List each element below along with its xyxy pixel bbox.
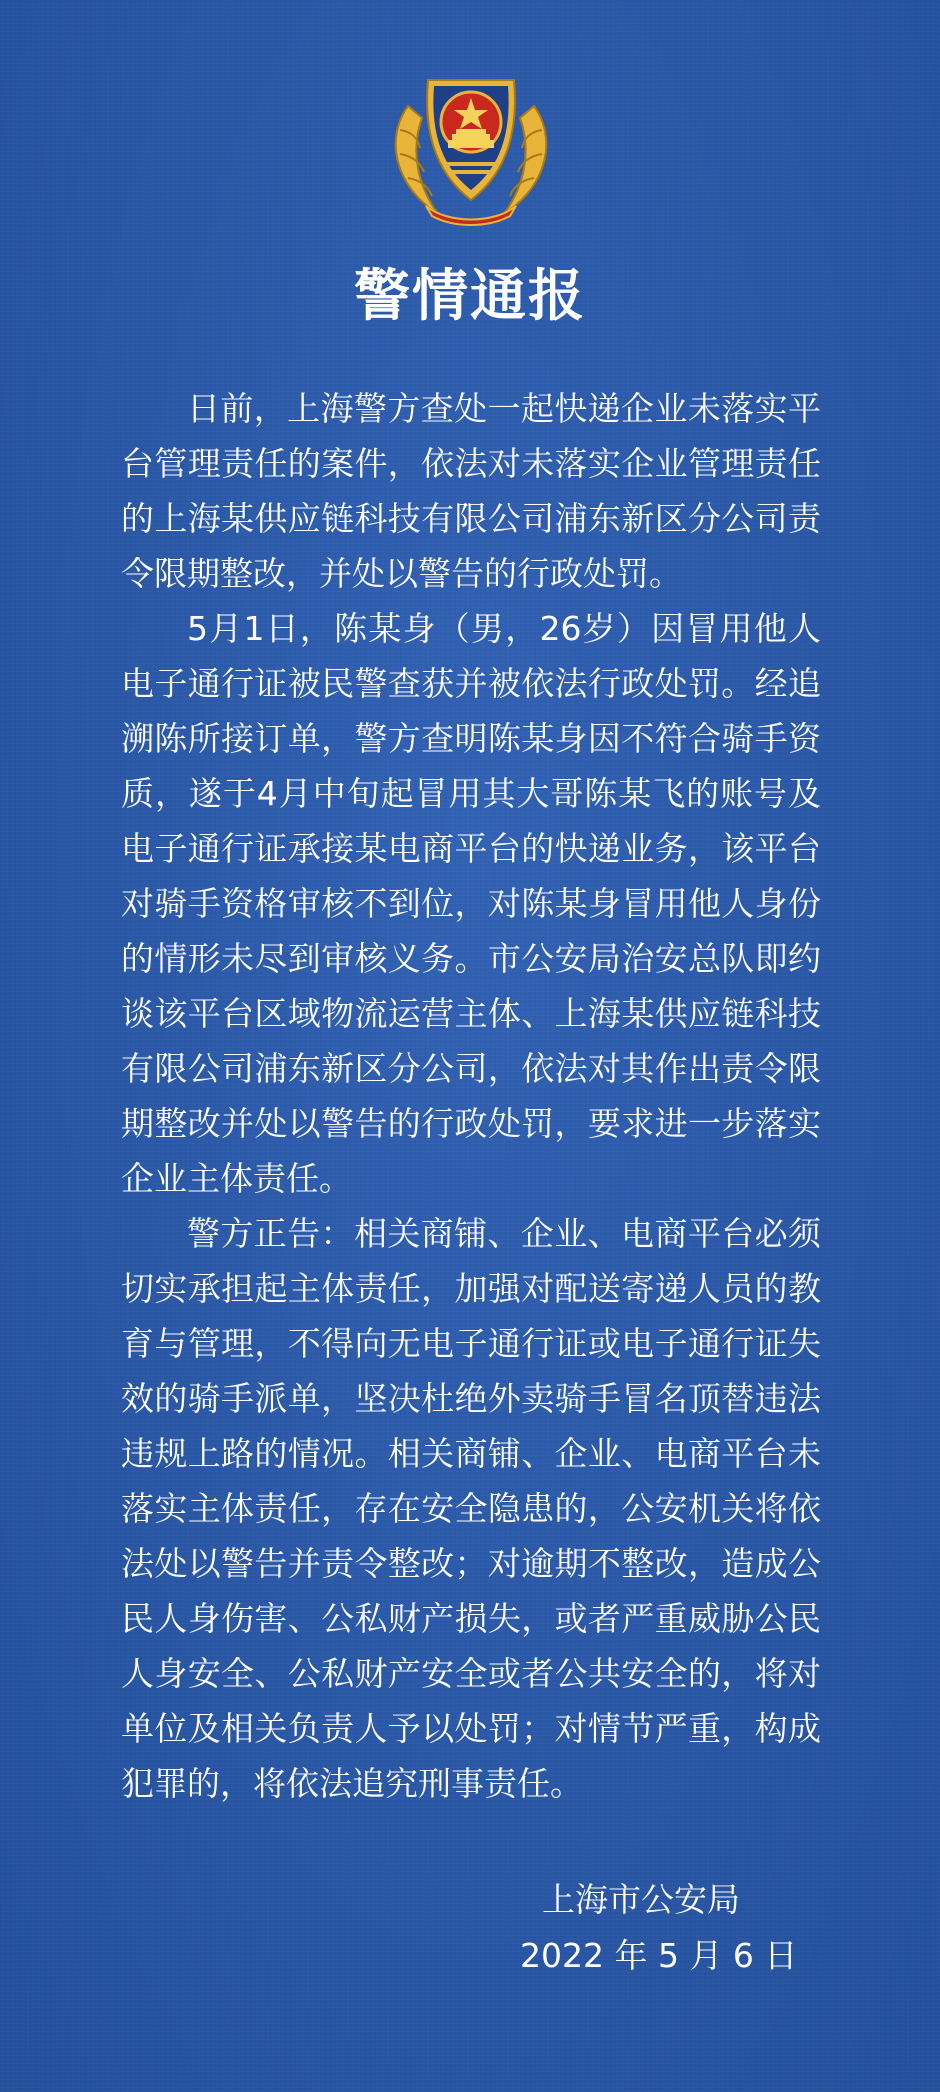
notice-body (121, 381, 821, 1811)
signature-org: 上海市公安局 (542, 1880, 740, 1919)
signature-date: 2022 年 5 月 6 日 (520, 1936, 798, 1975)
police-emblem-icon (378, 66, 564, 226)
signature-block (520, 1872, 820, 1984)
page-title: 警情通报 (354, 264, 586, 329)
paragraph: 日前，上海警方查处一起快递企业未落实平台管理责任的案件，依法对未落实企业管理责任的上海某供应链科技有限公司浦东新区分公司责令限期整改，并处以警告的行政处罚。 (121, 389, 821, 593)
paragraph: 5月1日，陈某身（男，26岁）因冒用他人电子通行证被民警查获并被依法行政处罚。经追溯陈所接订单，警方查明陈某身因不符合骑手资质，遂于4月中旬起冒用其大哥陈某飞的账号及电子通行证承接某电商平台的快递业务，该平台对骑手资格审核不到位，对陈某身冒用他人身份的情形未尽到审核义务。市公安局治安总队即约谈该平台区域物流运营主体、上海某供应链科技有限公司浦东新区分公司，依法对其作出责令限期整改并处以警告的行政处罚，要求进一步落实企业主体责任。 (121, 609, 821, 1198)
paragraph: 警方正告：相关商铺、企业、电商平台必须切实承担起主体责任，加强对配送寄递人员的教育与管理，不得向无电子通行证或电子通行证失效的骑手派单，坚决杜绝外卖骑手冒名顶替违法违规上路的情况。相关商铺、企业、电商平台未落实主体责任，存在安全隐患的，公安机关将依法处以警告并责令整改；对逾期不整改，造成公民人身伤害、公私财产损失，或者严重威胁公民人身安全、公私财产安全或者公共安全的，将对单位及相关负责人予以处罚；对情节严重，构成犯罪的，将依法追究刑事责任。 (121, 1214, 821, 1803)
